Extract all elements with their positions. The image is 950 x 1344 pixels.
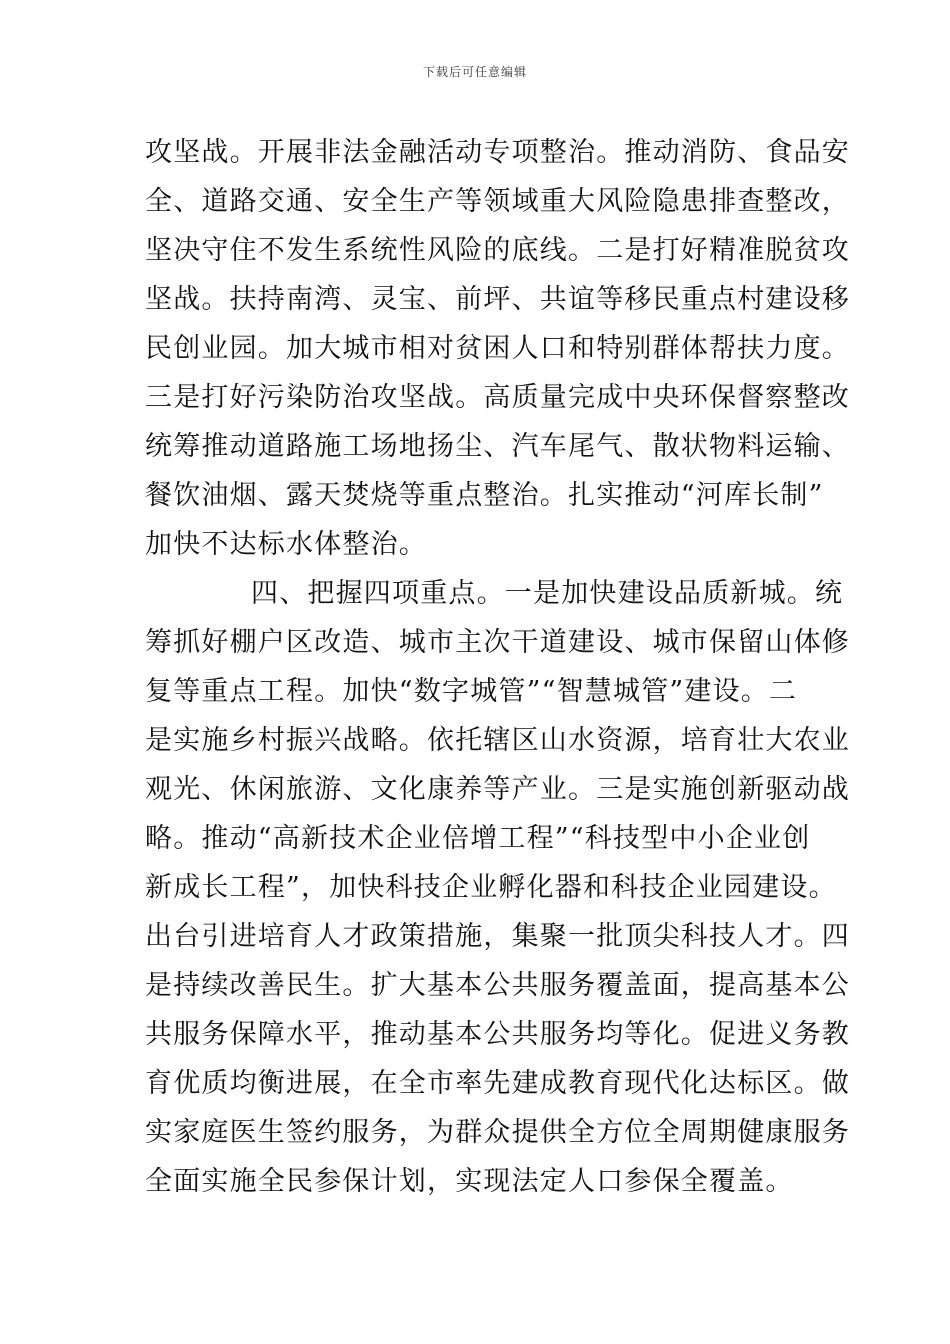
text-line: 略。推动“高新技术企业倍增工程”“科技型中小企业创 bbox=[145, 823, 811, 854]
text-line: 加快不达标水体整治。 bbox=[145, 529, 427, 560]
text-line: 是实施乡村振兴战略。依托辖区山水资源，培育壮大农业 bbox=[145, 725, 850, 756]
text-line: 攻坚战。开展非法金融活动专项整治。推动消防、食品安 bbox=[145, 137, 850, 168]
text-line: 民创业园。加大城市相对贫困人口和特别群体帮扶力度。 bbox=[145, 333, 850, 364]
paragraph-2 bbox=[145, 569, 850, 1206]
text-line: 全、道路交通、安全生产等领域重大风险隐患排查整改， bbox=[145, 186, 850, 217]
text-line: 共服务保障水平，推动基本公共服务均等化。促进义务教 bbox=[145, 1019, 850, 1050]
text-line: 筹抓好棚户区改造、城市主次干道建设、城市保留山体修 bbox=[145, 627, 850, 658]
text-line: 坚决守住不发生系统性风险的底线。二是打好精准脱贫攻 bbox=[145, 235, 850, 266]
text-line: 全面实施全民参保计划，实现法定人口参保全覆盖。 bbox=[145, 1166, 794, 1197]
text-line: 三是打好污染防治攻坚战。高质量完成中央环保督察整改 bbox=[145, 382, 850, 413]
text-line: 新成长工程”，加快科技企业孵化器和科技企业园建设。 bbox=[145, 872, 837, 903]
page-header: 下载后可任意编辑 bbox=[422, 65, 527, 79]
text-line: 四、把握四项重点。一是加快建设品质新城。统 bbox=[251, 578, 844, 609]
text-line: 坚战。扶持南湾、灵宝、前坪、共谊等移民重点村建设移 bbox=[145, 284, 850, 315]
text-line: 统筹推动道路施工场地扬尘、汽车尾气、散状物料运输、 bbox=[145, 431, 850, 462]
text-line: 观光、休闲旅游、文化康养等产业。三是实施创新驱动战 bbox=[145, 774, 850, 805]
text-line: 是持续改善民生。扩大基本公共服务覆盖面，提高基本公 bbox=[145, 970, 850, 1001]
document-body bbox=[145, 128, 850, 1206]
text-line: 出台引进培育人才政策措施，集聚一批顶尖科技人才。四 bbox=[145, 921, 850, 952]
text-line: 育优质均衡进展，在全市率先建成教育现代化达标区。做 bbox=[145, 1068, 850, 1099]
text-line: 实家庭医生签约服务，为群众提供全方位全周期健康服务 bbox=[145, 1117, 850, 1148]
paragraph-1 bbox=[145, 128, 850, 569]
text-line: 餐饮油烟、露天焚烧等重点整治。扎实推动“河库长制” bbox=[145, 480, 824, 511]
text-line: 复等重点工程。加快“数字城管”“智慧城管”建设。二 bbox=[145, 676, 798, 707]
